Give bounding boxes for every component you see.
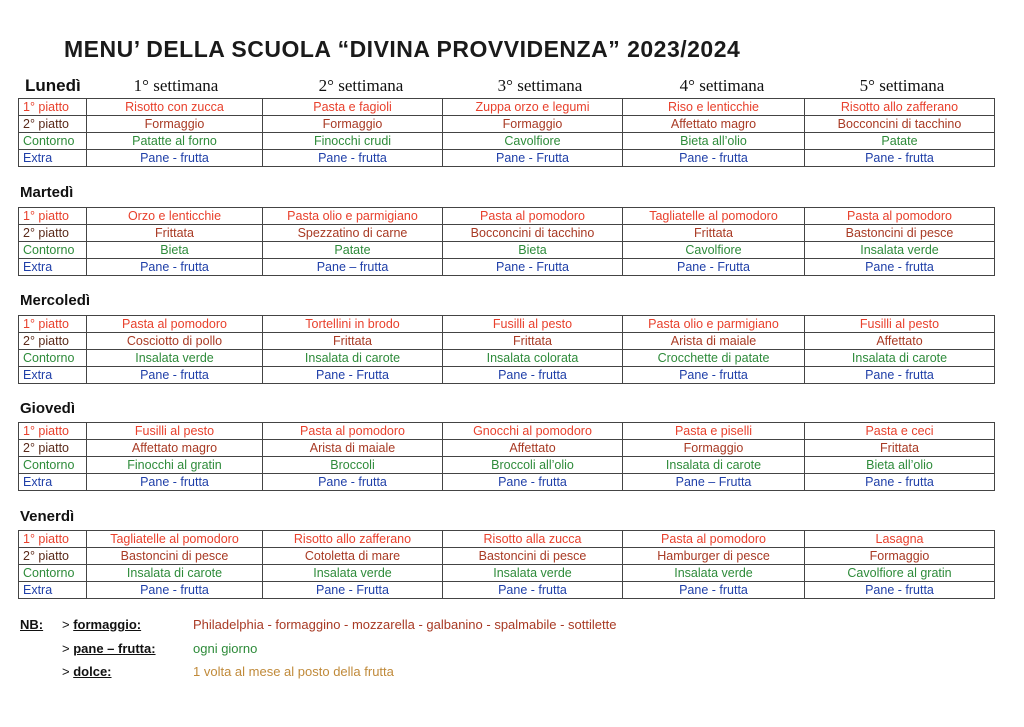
menu-cell-extra: Pane - Frutta — [623, 259, 805, 276]
menu-cell-primo: Fusilli al pesto — [805, 316, 995, 333]
table-row — [19, 316, 995, 333]
menu-cell-primo: Risotto allo zafferano — [263, 531, 443, 548]
menu-cell-primo: Gnocchi al pomodoro — [443, 423, 623, 440]
row-label-extra: Extra — [19, 367, 87, 384]
row-label-extra: Extra — [19, 474, 87, 491]
row-label-secondo: 2° piatto — [19, 116, 87, 133]
row-label-primo: 1° piatto — [19, 531, 87, 548]
menu-cell-secondo: Formaggio — [263, 116, 443, 133]
row-label-contorno: Contorno — [19, 457, 87, 474]
menu-cell-extra: Pane - frutta — [443, 474, 623, 491]
menu-cell-extra: Pane - frutta — [87, 367, 263, 384]
menu-table-1 — [18, 207, 995, 276]
menu-cell-extra: Pane - frutta — [263, 150, 443, 167]
menu-cell-secondo: Formaggio — [805, 548, 995, 565]
day-label-0: Lunedì — [25, 76, 81, 95]
menu-table-2 — [18, 315, 995, 384]
row-label-primo: 1° piatto — [19, 99, 87, 116]
menu-cell-primo: Fusilli al pesto — [443, 316, 623, 333]
table-row — [19, 474, 995, 491]
menu-cell-secondo: Arista di maiale — [623, 333, 805, 350]
menu-cell-contorno: Broccoli all’olio — [443, 457, 623, 474]
menu-cell-primo: Lasagna — [805, 531, 995, 548]
week-5-label: 5° settimana — [859, 76, 945, 95]
menu-cell-primo: Pasta al pomodoro — [263, 423, 443, 440]
menu-cell-extra: Pane - frutta — [805, 582, 995, 599]
table-row — [19, 99, 995, 116]
row-label-primo: 1° piatto — [19, 316, 87, 333]
menu-cell-secondo: Formaggio — [87, 116, 263, 133]
menu-cell-contorno: Crocchette di patate — [623, 350, 805, 367]
row-label-secondo: 2° piatto — [19, 333, 87, 350]
menu-cell-extra: Pane - frutta — [87, 474, 263, 491]
menu-cell-secondo: Cosciotto di pollo — [87, 333, 263, 350]
week-3-label: 3° settimana — [497, 76, 583, 95]
page-title: MENU’ DELLA SCUOLA “DIVINA PROVVIDENZA” 2023/2024 — [64, 36, 741, 62]
menu-cell-contorno: Bieta — [443, 242, 623, 259]
table-row — [19, 116, 995, 133]
menu-cell-primo: Orzo e lenticchie — [87, 208, 263, 225]
row-label-secondo: 2° piatto — [19, 440, 87, 457]
nb-key-0: > formaggio: — [62, 617, 142, 632]
menu-cell-extra: Pane - Frutta — [263, 582, 443, 599]
menu-cell-secondo: Affettato — [443, 440, 623, 457]
menu-cell-contorno: Finocchi al gratin — [87, 457, 263, 474]
menu-cell-extra: Pane - frutta — [805, 150, 995, 167]
table-row — [19, 208, 995, 225]
week-header — [0, 76, 1024, 98]
menu-cell-secondo: Bastoncini di pesce — [805, 225, 995, 242]
nb-key-1: > pane – frutta: — [62, 641, 156, 656]
table-row — [19, 548, 995, 565]
menu-cell-secondo: Formaggio — [623, 440, 805, 457]
menu-cell-secondo: Bocconcini di tacchino — [443, 225, 623, 242]
table-row — [19, 259, 995, 276]
menu-cell-primo: Risotto alla zucca — [443, 531, 623, 548]
menu-cell-contorno: Cavolfiore — [443, 133, 623, 150]
menu-cell-contorno: Insalata di carote — [805, 350, 995, 367]
menu-table-3 — [18, 422, 995, 491]
menu-cell-primo: Pasta al pomodoro — [87, 316, 263, 333]
menu-cell-contorno: Insalata verde — [623, 565, 805, 582]
menu-cell-primo: Risotto allo zafferano — [805, 99, 995, 116]
menu-cell-primo: Pasta al pomodoro — [805, 208, 995, 225]
menu-cell-contorno: Patate — [263, 242, 443, 259]
menu-cell-primo: Fusilli al pesto — [87, 423, 263, 440]
menu-cell-contorno: Patate — [805, 133, 995, 150]
table-row — [19, 582, 995, 599]
menu-cell-extra: Pane - frutta — [87, 259, 263, 276]
row-label-secondo: 2° piatto — [19, 225, 87, 242]
menu-cell-secondo: Frittata — [805, 440, 995, 457]
week-2-label: 2° settimana — [318, 76, 404, 95]
menu-cell-primo: Pasta olio e parmigiano — [263, 208, 443, 225]
menu-cell-contorno: Insalata di carote — [623, 457, 805, 474]
menu-cell-contorno: Cavolfiore al gratin — [805, 565, 995, 582]
menu-cell-secondo: Affettato — [805, 333, 995, 350]
menu-cell-extra: Pane - Frutta — [443, 259, 623, 276]
row-label-primo: 1° piatto — [19, 208, 87, 225]
week-1-label: 1° settimana — [133, 76, 219, 95]
menu-cell-secondo: Formaggio — [443, 116, 623, 133]
nb-value-0: Philadelphia - formaggino - mozzarella - galbanino - spalmabile - sottilette — [193, 617, 617, 632]
row-label-contorno: Contorno — [19, 133, 87, 150]
menu-cell-primo: Pasta al pomodoro — [623, 531, 805, 548]
menu-cell-secondo: Hamburger di pesce — [623, 548, 805, 565]
menu-table-0 — [18, 98, 995, 167]
week-4-label: 4° settimana — [679, 76, 765, 95]
table-row — [19, 423, 995, 440]
menu-cell-contorno: Finocchi crudi — [263, 133, 443, 150]
menu-cell-extra: Pane - frutta — [443, 582, 623, 599]
table-row — [19, 333, 995, 350]
menu-table-4 — [18, 530, 995, 599]
menu-cell-contorno: Insalata verde — [263, 565, 443, 582]
row-label-contorno: Contorno — [19, 565, 87, 582]
menu-cell-contorno: Insalata di carote — [263, 350, 443, 367]
menu-cell-contorno: Bieta all’olio — [805, 457, 995, 474]
menu-cell-primo: Pasta al pomodoro — [443, 208, 623, 225]
menu-cell-secondo: Cotoletta di mare — [263, 548, 443, 565]
table-row — [19, 457, 995, 474]
menu-cell-secondo: Bocconcini di tacchino — [805, 116, 995, 133]
menu-cell-contorno: Broccoli — [263, 457, 443, 474]
menu-cell-contorno: Insalata verde — [805, 242, 995, 259]
row-label-secondo: 2° piatto — [19, 548, 87, 565]
menu-cell-extra: Pane - frutta — [623, 150, 805, 167]
table-row — [19, 150, 995, 167]
menu-cell-extra: Pane - frutta — [623, 582, 805, 599]
menu-cell-primo: Zuppa orzo e legumi — [443, 99, 623, 116]
row-label-contorno: Contorno — [19, 350, 87, 367]
row-label-extra: Extra — [19, 150, 87, 167]
menu-cell-extra: Pane - frutta — [805, 367, 995, 384]
menu-cell-primo: Tagliatelle al pomodoro — [623, 208, 805, 225]
menu-cell-extra: Pane - frutta — [805, 259, 995, 276]
menu-cell-contorno: Insalata verde — [443, 565, 623, 582]
menu-cell-contorno: Insalata colorata — [443, 350, 623, 367]
menu-cell-secondo: Bastoncini di pesce — [443, 548, 623, 565]
table-row — [19, 242, 995, 259]
menu-cell-secondo: Frittata — [623, 225, 805, 242]
day-label-2: Mercoledì — [20, 292, 91, 309]
nb-value-1: ogni giorno — [193, 641, 258, 656]
menu-cell-contorno: Insalata di carote — [87, 565, 263, 582]
day-label-1: Martedì — [20, 184, 74, 201]
day-label-4: Venerdì — [20, 508, 75, 525]
menu-cell-secondo: Bastoncini di pesce — [87, 548, 263, 565]
menu-cell-primo: Tagliatelle al pomodoro — [87, 531, 263, 548]
table-row — [19, 440, 995, 457]
row-label-extra: Extra — [19, 259, 87, 276]
menu-cell-contorno: Insalata verde — [87, 350, 263, 367]
row-label-extra: Extra — [19, 582, 87, 599]
menu-cell-extra: Pane – Frutta — [623, 474, 805, 491]
menu-cell-contorno: Bieta — [87, 242, 263, 259]
menu-cell-primo: Riso e lenticchie — [623, 99, 805, 116]
menu-cell-primo: Pasta e piselli — [623, 423, 805, 440]
row-label-contorno: Contorno — [19, 242, 87, 259]
menu-cell-secondo: Arista di maiale — [263, 440, 443, 457]
menu-cell-extra: Pane - frutta — [263, 474, 443, 491]
table-row — [19, 367, 995, 384]
menu-cell-extra: Pane – frutta — [263, 259, 443, 276]
nb-label: NB: — [20, 617, 44, 632]
menu-cell-contorno: Cavolfiore — [623, 242, 805, 259]
nb-value-2: 1 volta al mese al posto della frutta — [193, 664, 394, 679]
menu-cell-secondo: Affettato magro — [87, 440, 263, 457]
table-row — [19, 531, 995, 548]
menu-cell-secondo: Affettato magro — [623, 116, 805, 133]
menu-cell-secondo: Frittata — [263, 333, 443, 350]
menu-cell-primo: Pasta e ceci — [805, 423, 995, 440]
menu-cell-contorno: Bieta all’olio — [623, 133, 805, 150]
table-row — [19, 565, 995, 582]
menu-cell-primo: Pasta olio e parmigiano — [623, 316, 805, 333]
menu-cell-secondo: Frittata — [443, 333, 623, 350]
menu-cell-extra: Pane - frutta — [805, 474, 995, 491]
day-label-3: Giovedì — [20, 400, 76, 417]
menu-cell-primo: Pasta e fagioli — [263, 99, 443, 116]
table-row — [19, 350, 995, 367]
menu-cell-contorno: Patatte al forno — [87, 133, 263, 150]
menu-cell-secondo: Frittata — [87, 225, 263, 242]
table-row — [19, 225, 995, 242]
nb-key-2: > dolce: — [62, 664, 112, 679]
menu-cell-secondo: Spezzatino di carne — [263, 225, 443, 242]
table-row — [19, 133, 995, 150]
menu-cell-extra: Pane - frutta — [623, 367, 805, 384]
row-label-primo: 1° piatto — [19, 423, 87, 440]
menu-cell-extra: Pane - Frutta — [443, 150, 623, 167]
menu-cell-primo: Risotto con zucca — [87, 99, 263, 116]
menu-cell-extra: Pane - frutta — [87, 150, 263, 167]
menu-cell-extra: Pane - frutta — [87, 582, 263, 599]
menu-cell-extra: Pane - Frutta — [263, 367, 443, 384]
menu-cell-primo: Tortellini in brodo — [263, 316, 443, 333]
menu-cell-extra: Pane - frutta — [443, 367, 623, 384]
